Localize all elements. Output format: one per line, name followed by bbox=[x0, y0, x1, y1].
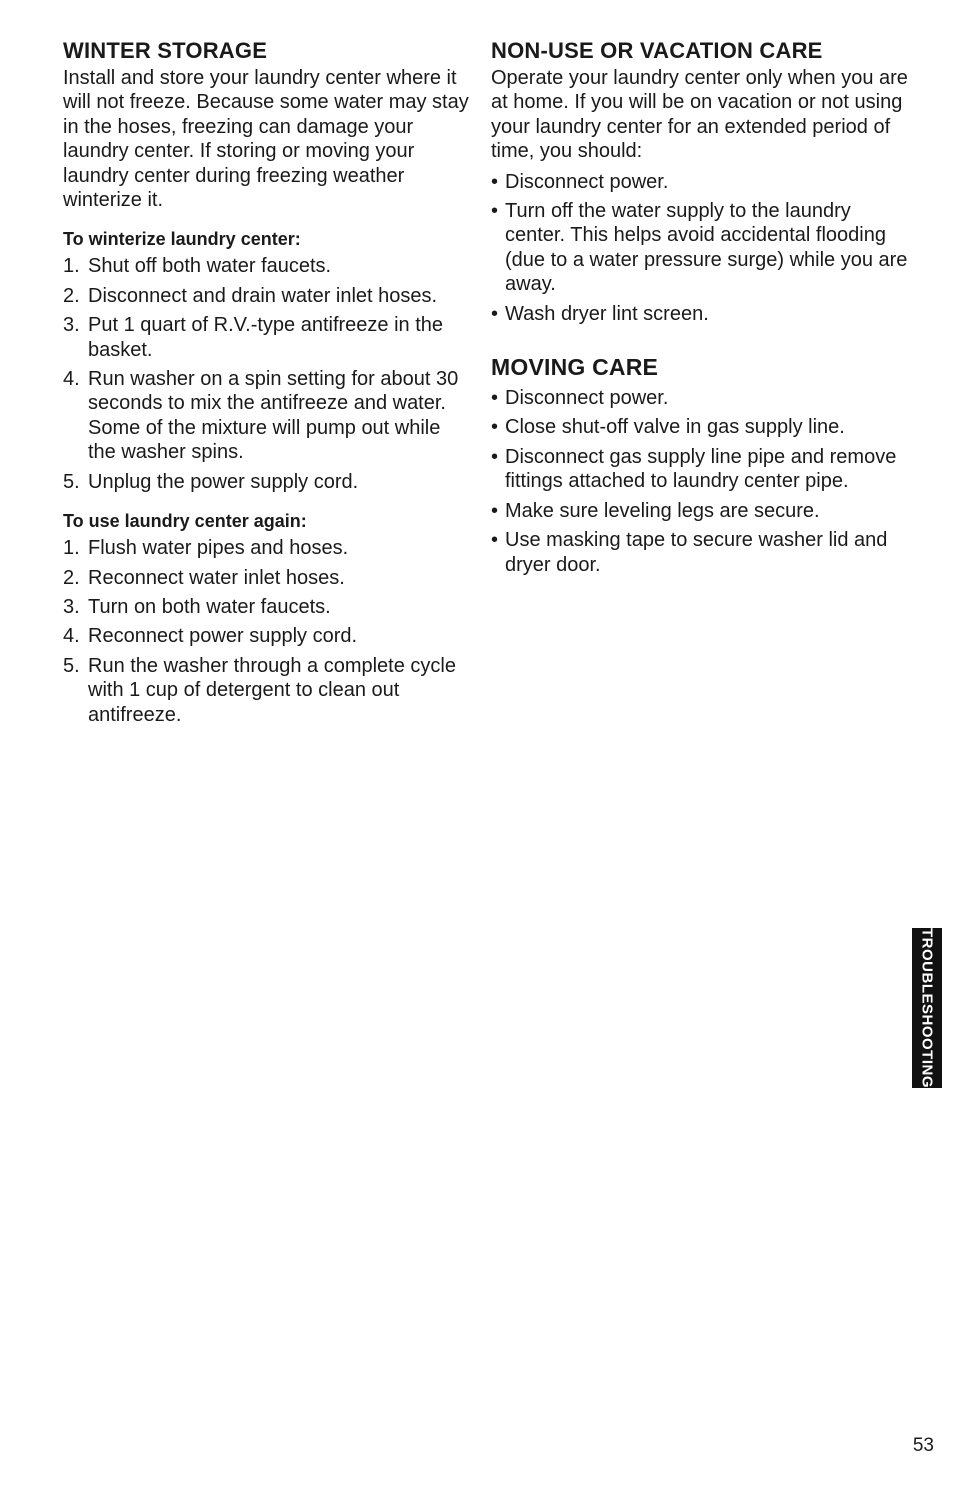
right-column bbox=[491, 38, 911, 582]
list-item: • Use masking tape to secure washer lid and dryer door. bbox=[491, 528, 911, 577]
list-item bbox=[63, 624, 473, 648]
step-text: Turn on both water faucets. bbox=[88, 595, 331, 618]
list-item: • Disconnect gas supply line pipe and remove fittings attached to laundry center pipe. bbox=[491, 445, 911, 494]
list-item: • Turn off the water supply to the laundry center. This helps avoid accidental flooding (due to a water pressure surge) while you are away. bbox=[491, 199, 911, 297]
step-number: 4. bbox=[63, 625, 80, 648]
step-text: Disconnect and drain water inlet hoses. bbox=[88, 284, 438, 307]
step-text: Put 1 quart of R.V.-type antifreeze in the basket. bbox=[88, 314, 444, 361]
winterize-subheading: To winterize laundry center: bbox=[63, 229, 301, 250]
list-item: • Make sure leveling legs are secure. bbox=[491, 499, 911, 523]
list-item bbox=[63, 254, 473, 278]
step-text: Reconnect power supply cord. bbox=[88, 625, 358, 648]
vacation-care-heading: NON-USE OR VACATION CARE bbox=[491, 38, 823, 63]
step-text: Unplug the power supply cord. bbox=[88, 470, 359, 493]
list-item bbox=[63, 470, 473, 494]
reuse-subheading: To use laundry center again: bbox=[63, 511, 307, 532]
winterize-steps bbox=[63, 254, 473, 494]
moving-care-list bbox=[491, 386, 911, 577]
step-text: Run the washer through a complete cycle with 1 cup of detergent to clean out antifreeze. bbox=[88, 654, 456, 726]
step-number: 1. bbox=[63, 255, 80, 278]
moving-care-heading: MOVING CARE bbox=[491, 354, 659, 381]
list-item bbox=[63, 367, 473, 465]
step-number: 3. bbox=[63, 595, 80, 618]
step-text: Reconnect water inlet hoses. bbox=[88, 566, 345, 589]
page-number: 53 bbox=[912, 1435, 934, 1456]
step-text: Flush water pipes and hoses. bbox=[88, 537, 349, 560]
vacation-care-intro: Operate your laundry center only when you are at home. If you will be on vacation or not using your laundry center for an extended period of time, you should: bbox=[491, 67, 908, 163]
step-number: 3. bbox=[63, 314, 80, 337]
list-item bbox=[63, 536, 473, 560]
step-number: 5. bbox=[63, 470, 80, 493]
step-number: 5. bbox=[63, 654, 80, 677]
winter-storage-heading: WINTER STORAGE bbox=[63, 38, 268, 63]
step-number: 2. bbox=[63, 284, 80, 307]
step-text: Shut off both water faucets. bbox=[88, 255, 332, 278]
troubleshooting-side-tab bbox=[912, 928, 942, 1088]
side-tab-label: TROUBLESHOOTING bbox=[918, 928, 936, 1088]
left-column bbox=[63, 38, 473, 732]
list-item: • Disconnect power. bbox=[491, 170, 911, 194]
step-number: 4. bbox=[63, 368, 80, 391]
step-number: 2. bbox=[63, 566, 80, 589]
vacation-care-list bbox=[491, 170, 911, 326]
list-item bbox=[63, 654, 473, 727]
list-item bbox=[63, 313, 473, 362]
list-item bbox=[63, 284, 473, 308]
list-item bbox=[63, 566, 473, 590]
list-item bbox=[63, 595, 473, 619]
list-item: • Disconnect power. bbox=[491, 386, 911, 410]
reuse-steps bbox=[63, 536, 473, 727]
step-number: 1. bbox=[63, 537, 80, 560]
list-item: • Wash dryer lint screen. bbox=[491, 302, 911, 326]
winter-storage-intro: Install and store your laundry center where it will not freeze. Because some water may stay in the hoses, freezing can damage your laundry center. If storing or moving your laundry center during freezing weather winterize it. bbox=[63, 67, 469, 212]
step-text: Run washer on a spin setting for about 30 seconds to mix the antifreeze and water. Some of the mixture will pump out while the washer spins. bbox=[88, 368, 459, 464]
list-item: • Close shut-off valve in gas supply line. bbox=[491, 415, 911, 439]
